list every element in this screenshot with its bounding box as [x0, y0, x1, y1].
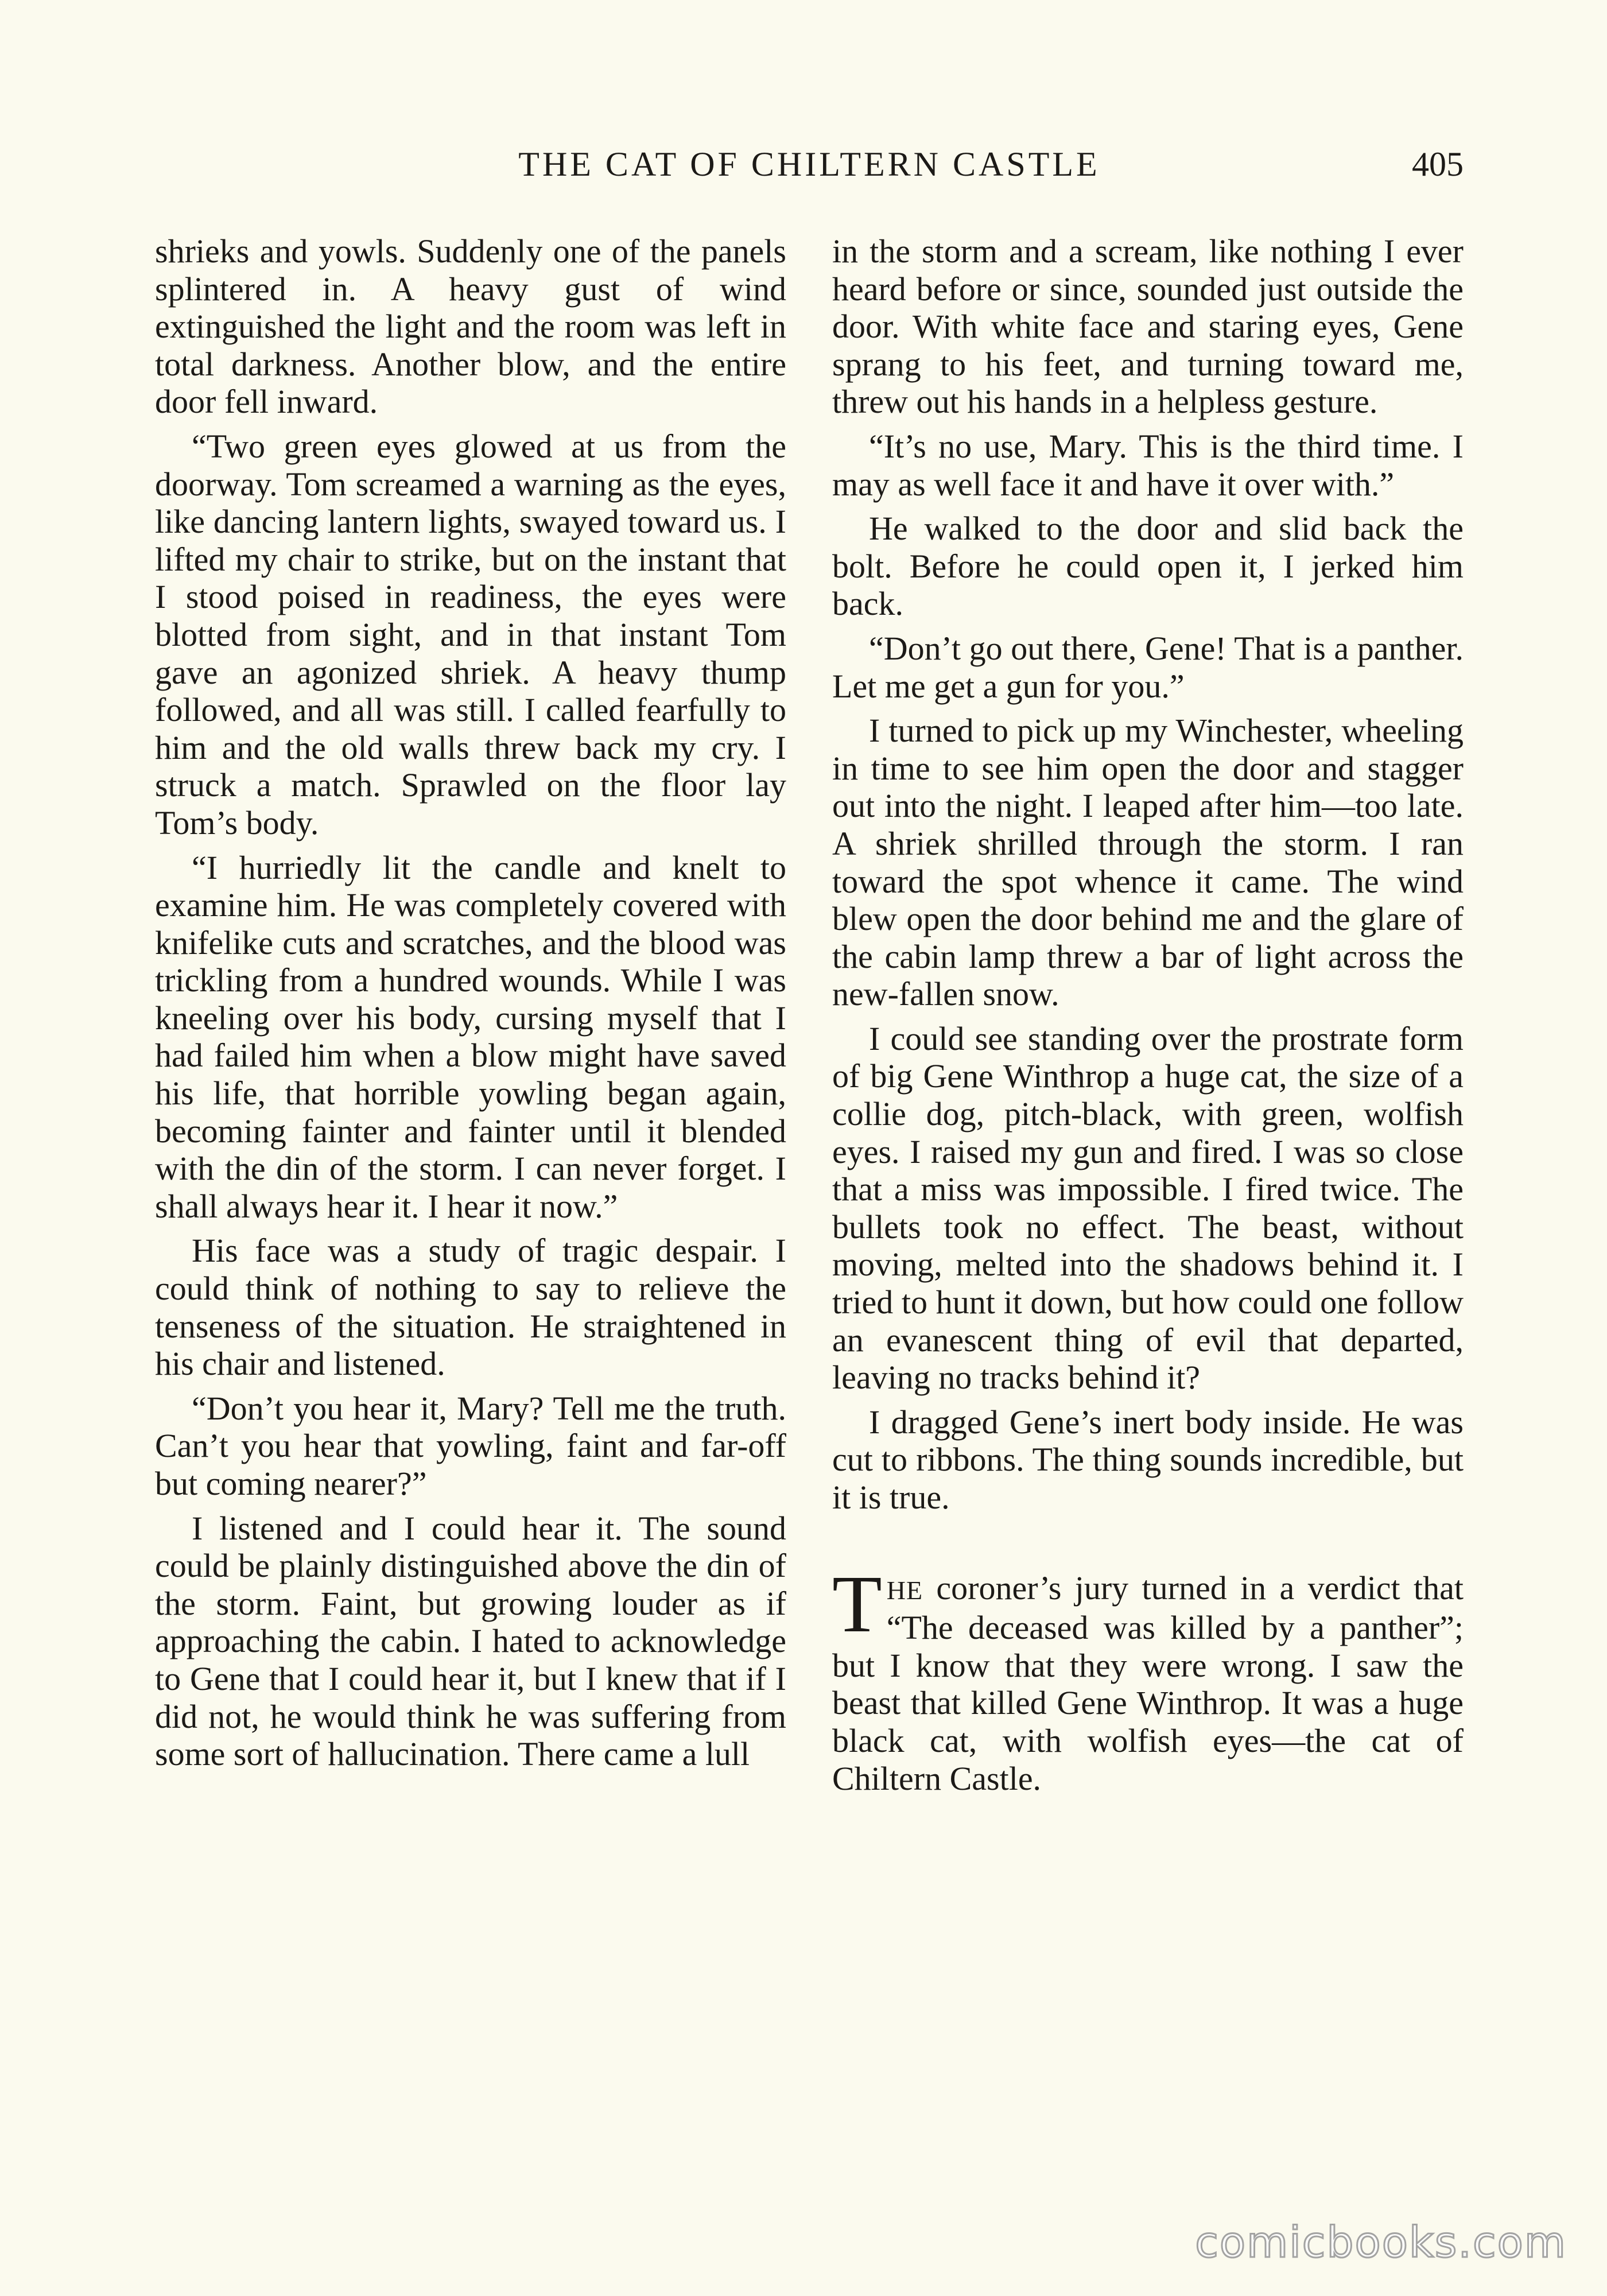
paragraph: “Two green eyes glowed at us from the doorway. Tom screamed a warning as the eyes, like dancing lantern lights, swayed toward us. I lifted my chair to strike, but on the instant that I stood poised in readiness, the eyes were blotted from sight, and in that instant Tom gave an agonized shriek. A heavy thump followed, and all was still. I called fearfully to him and the old walls threw back my cry. I struck a match. Sprawled on the floor lay Tom’s body. — [155, 427, 786, 841]
running-head — [155, 145, 1464, 191]
left-column — [155, 232, 786, 1780]
site-watermark: comicbooks.com — [1195, 2218, 1567, 2267]
right-column — [832, 232, 1464, 1804]
paragraph: He walked to the door and slid back the bolt. Before he could open it, I jerked him back. — [832, 510, 1464, 623]
paragraph: I listened and I could hear it. The sound could be plainly distinguished above the din of the storm. Faint, but growing louder as if approaching the cabin. I hated to acknowledge to Gene that I could hear it, but I knew that if I did not, he would think he was suffering from some sort of hallucination. There came a lull — [155, 1509, 786, 1773]
running-title: THE CAT OF CHILTERN CASTLE — [518, 145, 1100, 183]
paragraph: “I hurriedly lit the candle and knelt to examine him. He was completely covered with knifelike cuts and scratches, and the blood was trickling from a hundred wounds. While I was kneeling over his body, cursing myself that I had failed him when a blow might have saved his life, that horrible yowling began again, becoming fainter and fainter until it blended with the din of the storm. I can never forget. I shall always hear it. I hear it now.” — [155, 848, 786, 1225]
paragraph: in the storm and a scream, like nothing I ever heard before or since, sounded just outside the door. With white face and staring eyes, Gene sprang to his feet, and turning toward me, threw out his hands in a helpless gesture. — [832, 232, 1464, 421]
final-paragraph-text: coroner’s jury turned in a verdict that “The deceased was killed by a panther”; but I know that they were wrong. I saw the beast that killed Gene Winthrop. It was a huge black cat, with wolfish eyes—the cat of Chiltern Castle. — [832, 1569, 1464, 1797]
paragraph: I turned to pick up my Winchester, wheeling in time to see him open the door and stagger out into the night. I leaped after him—too late. A shriek shrilled through the storm. I ran toward the spot whence it came. The wind blew open the door behind me and the glare of the cabin lamp threw a bar of light across the new-fallen snow. — [832, 712, 1464, 1013]
section-break — [832, 1523, 1464, 1569]
paragraph: “It’s no use, Mary. This is the third time. I may as well face it and have it over with.” — [832, 427, 1464, 503]
paragraph: I dragged Gene’s inert body inside. He was cut to ribbons. The thing sounds incredible, but it is true. — [832, 1403, 1464, 1516]
paragraph: “Don’t you hear it, Mary? Tell me the truth. Can’t you hear that yowling, faint and far-off but coming nearer?” — [155, 1389, 786, 1502]
small-caps-lead: HE — [886, 1575, 923, 1605]
paragraph: I could see standing over the prostrate form of big Gene Winthrop a huge cat, the size of a collie dog, pitch-black, with green, wolfish eyes. I raised my gun and fired. I was so close that a miss was impossible. I fired twice. The bullets took no effect. The beast, without moving, melted into the shadows behind it. I tried to hunt it down, but how could one follow an evanescent thing of evil that departed, leaving no tracks behind it? — [832, 1019, 1464, 1397]
paragraph: shrieks and yowls. Suddenly one of the panels splintered in. A heavy gust of wind extinguished the light and the room was left in total darkness. Another blow, and the entire door fell inward. — [155, 232, 786, 421]
final-paragraph — [832, 1558, 1464, 1798]
drop-cap: T — [832, 1558, 882, 1649]
paragraph: “Don’t go out there, Gene! That is a panther. Let me get a gun for you.” — [832, 629, 1464, 705]
paragraph: His face was a study of tragic despair. I could think of nothing to say to relieve the tenseness of the situation. He straightened in his chair and listened. — [155, 1232, 786, 1383]
page-number: 405 — [1412, 145, 1464, 183]
